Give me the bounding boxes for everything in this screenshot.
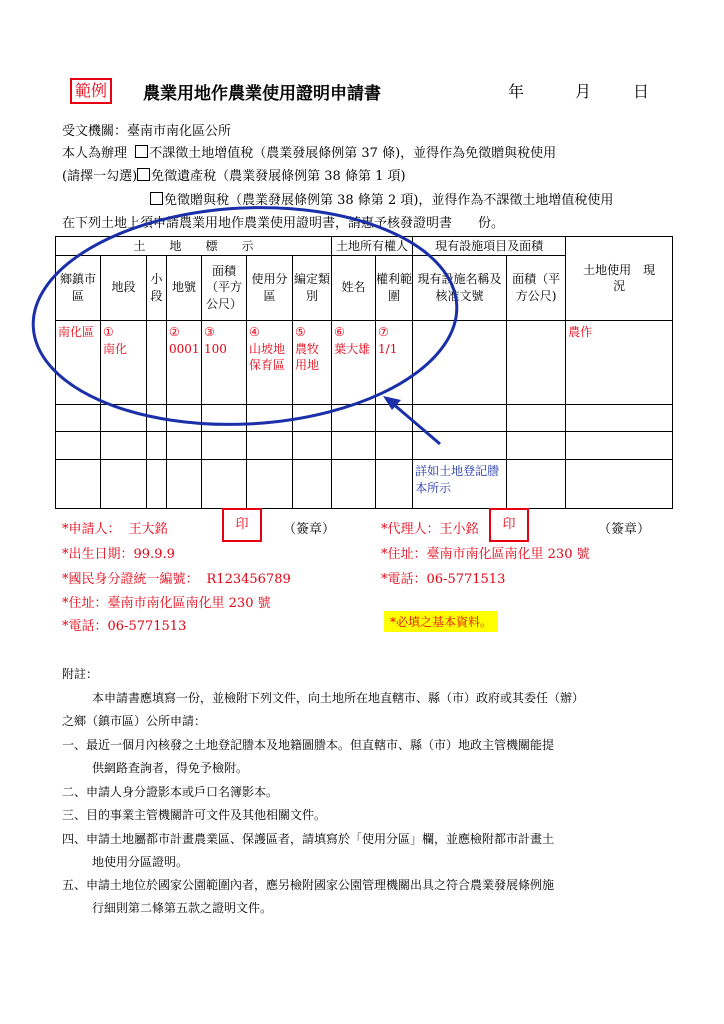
marker-5: ⑤ xyxy=(295,324,306,339)
area-value: 100 xyxy=(204,341,227,356)
notes-item5b: 行細則第二條第五款之證明文件。 xyxy=(92,901,273,915)
agent-address-label: *住址： xyxy=(381,547,427,562)
applicant-label: *申請人： xyxy=(62,522,121,537)
agent-phone-value[interactable]: 06-5771513 xyxy=(426,572,506,587)
agent-seal: 印 xyxy=(489,508,529,542)
applicant-line xyxy=(62,518,168,537)
col-town: 鄉鎮市區 xyxy=(56,255,101,320)
id-label: *國民身分證統一編號： xyxy=(62,572,199,587)
agent-address-line xyxy=(381,543,590,562)
option-2-label: 免徵遺產稅（農業發展條例第 38 條第 1 項) xyxy=(151,169,406,184)
col-lotno: 地號 xyxy=(167,255,202,320)
col-category: 編定類別 xyxy=(293,255,332,320)
owner-group-header: 土地所有權人 xyxy=(332,237,413,256)
marker-4: ④ xyxy=(249,324,260,339)
agent-phone-line xyxy=(381,568,505,587)
notes-item3: 三、目的事業主管機關許可文件及其他相關文件。 xyxy=(62,808,327,822)
col-facility-area: 面積（平方公尺) xyxy=(507,255,566,320)
birth-label: *出生日期： xyxy=(62,547,134,562)
notes-p1: 本申請書應填寫一份，並檢附下列文件，向土地所在地直轄市、縣（市）政府或其委任（辦） xyxy=(92,691,585,705)
notes-item4b: 地使用分區證明。 xyxy=(92,855,189,869)
birth-line xyxy=(62,543,175,562)
notes-item4a: 四、申請土地屬都市計畫農業區、保護區者，請填寫於「使用分區」欄，並應檢附都市計畫土 xyxy=(62,832,555,846)
annotation-text: 詳如土地登記謄本所示 xyxy=(415,464,500,495)
request-line: 在下列土地上須申請農業用地作農業使用證明書，請惠予核發證明書 份。 xyxy=(62,216,505,231)
col-section: 地段 xyxy=(101,255,147,320)
applicant-sign-label: （簽章） xyxy=(283,522,336,537)
birth-value[interactable]: 99.9.9 xyxy=(133,547,175,562)
required-note: *必填之基本資料。 xyxy=(384,611,498,632)
cell-town[interactable]: 南化區 xyxy=(56,320,101,404)
agent-sign-label: （簽章） xyxy=(598,522,651,537)
col-facility-name: 現有設施名稱及核准文號 xyxy=(413,255,507,320)
col-zone: 使用分區 xyxy=(247,255,293,320)
address-line xyxy=(62,592,271,611)
facility-group-header: 現有設施項目及面積 xyxy=(413,237,566,256)
col-area: 面積（平方公尺） xyxy=(202,255,247,320)
notes-heading: 附註： xyxy=(62,667,99,681)
form-title: 農業用地作農業使用證明申請書 xyxy=(143,84,381,104)
agent-address-value[interactable]: 臺南市南化區南化里 230 號 xyxy=(426,547,590,562)
agency-line: 受文機關：臺南市南化區公所 xyxy=(62,124,232,139)
notes-item5a: 五、申請土地位於國家公園範圍內者，應另檢附國家公園管理機關出具之符合農業發展條例施 xyxy=(62,878,555,892)
date-day: 日 xyxy=(633,82,650,101)
lotno-value: 0001 xyxy=(169,341,200,356)
notes-item1b: 供網路查詢者，得免予檢附。 xyxy=(92,761,249,775)
col-share: 權利範圍 xyxy=(376,255,413,320)
phone-value[interactable]: 06-5771513 xyxy=(107,619,187,634)
section-value: 南化 xyxy=(103,341,128,356)
applicant-seal: 印 xyxy=(222,508,262,542)
col-land-use: 土地使用 現 況 xyxy=(566,237,673,321)
phone-line xyxy=(62,615,186,634)
land-group-header: 土 地 標 示 xyxy=(56,237,332,256)
col-name: 姓名 xyxy=(332,255,376,320)
category-value: 農牧用地 xyxy=(295,341,320,373)
share-value: 1/1 xyxy=(378,341,398,356)
applicant-name[interactable]: 王大銘 xyxy=(128,522,168,537)
arrow-line xyxy=(392,403,440,444)
date-year: 年 xyxy=(508,82,525,101)
option-3-label: 免徵贈與稅（農業發展條例第 38 條第 2 項)，並得作為不課徵土地增值稅使用 xyxy=(164,193,614,208)
purpose-prefix: 本人為辦理 xyxy=(62,146,128,161)
agent-phone-label: *電話： xyxy=(381,572,427,587)
option-1-label: 不課徵土地增值稅（農業發展條例第 37 條)，並得作為免徵贈與稅使用 xyxy=(149,146,557,161)
address-value[interactable]: 臺南市南化區南化里 230 號 xyxy=(107,596,271,611)
address-label: *住址： xyxy=(62,596,108,611)
marker-6: ⑥ xyxy=(334,324,345,339)
notes-item2: 二、申請人身分證影本或戶口名簿影本。 xyxy=(62,785,279,799)
notes-item1a: 一、最近一個月內核發之土地登記謄本及地籍圖謄本。但直轄市、縣（市）地政主管機關能提 xyxy=(62,738,555,752)
agent-label: *代理人： xyxy=(381,522,440,537)
marker-2: ② xyxy=(169,324,180,339)
agent-line xyxy=(381,518,479,537)
cell-land-use[interactable]: 農作 xyxy=(566,320,673,404)
col-subsection: 小段 xyxy=(147,255,167,320)
choose-one-hint: (請擇一勾選) xyxy=(62,169,138,184)
notes-p1b: 之鄉（鎮市區）公所申請： xyxy=(62,714,207,728)
phone-label: *電話： xyxy=(62,619,108,634)
zone-value: 山坡地保育區 xyxy=(249,341,286,373)
date-month: 月 xyxy=(575,82,592,101)
id-value[interactable]: R123456789 xyxy=(206,572,291,587)
marker-7: ⑦ xyxy=(378,324,389,339)
name-value: 葉大雄 xyxy=(334,341,371,356)
agent-name[interactable]: 王小銘 xyxy=(439,522,479,537)
id-line xyxy=(62,568,291,587)
marker-1: ① xyxy=(103,324,114,339)
example-tag: 範例 xyxy=(70,78,112,104)
marker-3: ③ xyxy=(204,324,215,339)
